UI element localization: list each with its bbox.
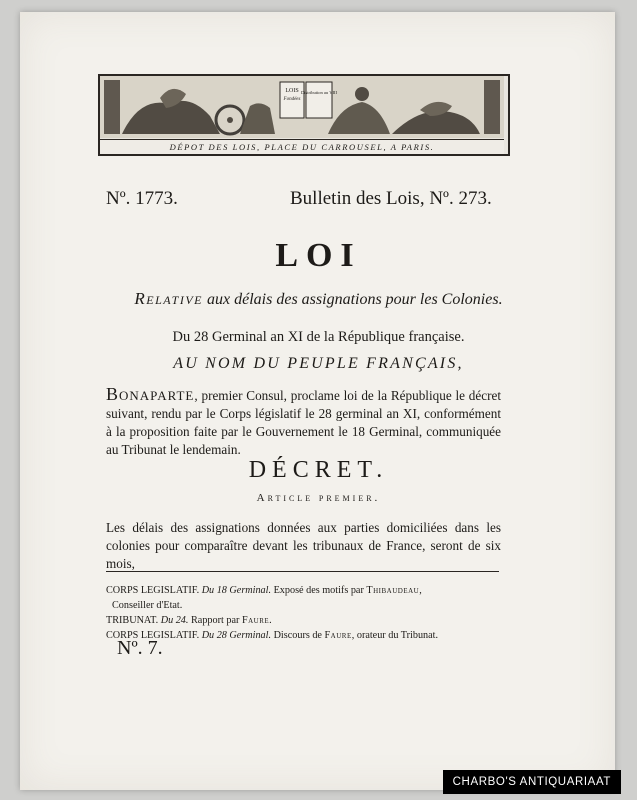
note-date: Du 24. <box>160 615 189 626</box>
engraved-scene-image <box>100 76 504 138</box>
note-tail: , <box>419 585 422 596</box>
book-left-label: LOIS <box>285 88 299 94</box>
subtitle-lead: Relative <box>134 289 204 308</box>
book-right-label: Distribution au VIII <box>301 90 337 95</box>
note-date: Du 28 Germinal. <box>201 630 272 641</box>
note-tail: . <box>269 615 272 626</box>
note-body: Conseiller d'Etat. <box>112 600 183 611</box>
sheet-number: Nº. 7. <box>117 637 163 659</box>
note-person: Faure <box>241 615 270 626</box>
legislative-notes <box>106 583 506 643</box>
date-line: Du 28 Germinal an XI de la République française. <box>172 329 465 345</box>
article-heading: Article premier. <box>256 492 381 504</box>
note-text: Discours de <box>271 630 325 641</box>
preamble-heading: AU NOM DU PEUPLE FRANÇAIS, <box>173 355 464 372</box>
subtitle-rest: aux délais des assignations pour les Colonies. <box>203 291 503 308</box>
document-title: LOI <box>275 237 362 274</box>
note-body: TRIBUNAT. <box>106 615 161 626</box>
note-body: CORPS LEGISLATIF. <box>106 630 202 641</box>
note-text: Rapport par <box>188 615 242 626</box>
loi-number: Nº. 1773. <box>106 188 178 209</box>
footnote-divider <box>106 571 499 572</box>
note-tail: , orateur du Tribunat. <box>351 630 439 641</box>
decret-heading: DÉCRET. <box>248 457 389 483</box>
header-vignette <box>98 74 510 156</box>
dealer-watermark: CHARBO'S ANTIQUARIAAT <box>443 770 621 794</box>
note-line <box>106 613 506 628</box>
proclamation-paragraph <box>106 385 501 459</box>
note-line <box>106 583 506 598</box>
vignette-caption: DÉPOT DES LOIS, PLACE DU CARROUSEL, A PARIS. <box>100 139 504 154</box>
note-line <box>106 598 506 613</box>
note-person: Thibaudeau <box>366 585 420 596</box>
bonaparte-name: Bonaparte <box>106 384 195 404</box>
note-date: Du 18 Germinal. <box>201 585 272 596</box>
proclamation-text: , premier Consul, proclame loi de la République le décret suivant, rendu par le Corps législatif le 28 germinal an XI, conformément à la proposition faite par le Gouvernement le 18 Germinal, communiquée au Tribunat le lendemain. <box>106 388 501 457</box>
article-paragraph: Les délais des assignations données aux parties domiciliées dans les colonies pour comparaître devant les tribunaux de France, seront de six mois, <box>106 520 501 571</box>
note-text: Exposé des motifs par <box>271 585 367 596</box>
note-body: CORPS LEGISLATIF. <box>106 585 202 596</box>
note-person: Faure <box>324 630 352 641</box>
document-subtitle <box>0 289 637 309</box>
bulletin-number: Bulletin des Lois, Nº. 273. <box>290 188 492 209</box>
book-left-sublabel: Fondées <box>283 97 301 102</box>
note-line <box>106 628 506 643</box>
